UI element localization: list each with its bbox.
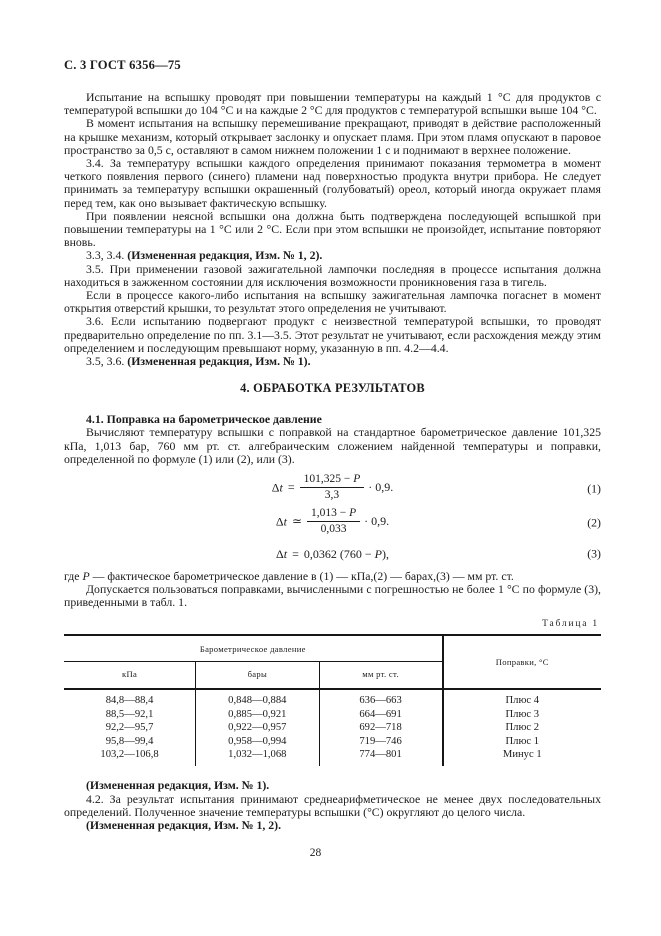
formula-2 <box>64 508 601 537</box>
paragraph-3-6: 3.6. Если испытанию подвергают продукт с неизвестной температурой вспышки, то проводят предварительно определение по пп. 3.1—3.5. Этот результат не учитывают, если расхождения между этим определением и последующим превышают норму, указанную в пп. 4.2—4.4. <box>64 314 601 355</box>
amendment-ref-numbers: 3.5, 3.6. <box>86 354 128 369</box>
table-cell: 636—663 <box>319 689 443 707</box>
fraction <box>307 507 360 536</box>
formula-factor: · 0,9. <box>364 514 390 529</box>
section-3-body <box>64 91 601 368</box>
table-caption: Таблица 1 <box>542 619 599 630</box>
delta-symbol: Δ <box>271 480 280 495</box>
paragraph-3-4: 3.4. За температуру вспышки каждого определения принимают показания термометра в момент четкого появления первого (синего) пламени над поверхностью продукта внутри прибора. Не следует принимать за температуру вспышки окрашенный (голубоватый) ореол, который иногда окружает пламя перед тем, как оно вызывает фактическую вспышку. <box>64 156 601 210</box>
table-cell: 0,885—0,921 <box>196 708 320 721</box>
formula-2-expression <box>276 508 389 537</box>
formula-factor: · 0,9. <box>368 480 394 495</box>
column-header-corrections: Поправки, °С <box>443 635 601 689</box>
where-definition: — фактическое барометрическое давление в (1) — кПа,(2) — барах,(3) — мм рт. ст. <box>89 568 514 583</box>
column-header-kpa: кПа <box>64 662 196 690</box>
table-row <box>64 735 601 748</box>
formula-1-expression <box>272 474 394 503</box>
table-cell: 774—801 <box>319 748 443 766</box>
table-cell: 692—718 <box>319 721 443 734</box>
amendment-note-bold: (Измененная редакция, Изм. № 1). <box>86 778 270 793</box>
section-4-heading: 4. ОБРАБОТКА РЕЗУЛЬТАТОВ <box>240 381 425 396</box>
table-cell: Плюс 1 <box>505 735 540 747</box>
variable-p: P <box>374 546 382 561</box>
page-header: С. 3 ГОСТ 6356—75 <box>64 58 181 72</box>
table-cell: 0,922—0,957 <box>196 721 320 734</box>
table-row <box>64 721 601 734</box>
formula-3-expression <box>276 547 389 562</box>
formula-rhs-close: ), <box>381 546 389 561</box>
page-number: 28 <box>309 847 322 859</box>
paragraph-flash-test-step: Испытание на вспышку проводят при повышении температуры на каждый 1 °С для продуктов с температурой вспышки до 104 °С и на каждые 2 °С для продуктов с температурой вспышки выше 104 °С. <box>64 90 601 118</box>
table-row <box>64 689 601 707</box>
equals-sign: = <box>287 480 295 495</box>
paragraph-lamp-extinguish: Если в процессе какого-либо испытания на вспышку зажигательная лампочка погаснет в момент открытия отверстий крышки, то результат этого определения не учитывают. <box>64 288 601 316</box>
delta-symbol: Δ <box>276 546 284 561</box>
paragraph-4-2: 4.2. За результат испытания принимают среднеарифметическое не менее двух последовательных определений. Полученное значение температуры вспышки (°С) округляют до целого числа. <box>64 791 601 819</box>
table-cell: 664—691 <box>319 708 443 721</box>
numerator-text: 1,013 − <box>310 507 350 520</box>
formula-rhs: 0,0362 (760 − <box>303 546 375 561</box>
table-row <box>64 748 601 766</box>
amendment-note-bold: (Измененная редакция, Изм. № 1). <box>127 354 311 369</box>
approx-sign: ≃ <box>291 514 302 529</box>
corrections-table <box>64 634 601 766</box>
amendment-ref-numbers: 3.3, 3.4. <box>86 248 128 263</box>
fraction-numerator <box>300 473 365 487</box>
amendment-note-table <box>64 779 601 792</box>
table-cell: Плюс 4 <box>505 695 540 707</box>
table-cell: 88,5—92,1 <box>64 708 196 721</box>
amendment-note-4-2 <box>64 819 601 832</box>
column-header-bar: бары <box>196 662 320 690</box>
table-cell: Плюс 3 <box>505 708 540 720</box>
formula-2-number: (2) <box>587 515 601 530</box>
paragraph-4-1-intro: Вычисляют температуру вспышки с поправкой на стандартное барометрическое давление 101,325 кПа, 1,013 бар, 760 мм рт. ст. алгебраическим сложением найденной температуры и поправки, определенной по формуле (1) или (2), или (3). <box>64 425 601 466</box>
delta-symbol: Δ <box>275 514 284 529</box>
paragraph-allowed-corrections: Допускается пользоваться поправками, вычисленными с погрешностью не более 1 °С по формуле (3), приведенными в табл. 1. <box>64 582 601 610</box>
after-table-text <box>64 779 601 832</box>
table-cell: 0,958—0,994 <box>196 735 320 748</box>
fraction-denominator: 3,3 <box>300 487 365 502</box>
formula-1 <box>64 474 601 503</box>
fraction-denominator: 0,033 <box>307 521 360 536</box>
table-cell: 719—746 <box>319 735 443 748</box>
table-cell: 92,2—95,7 <box>64 721 196 734</box>
formula-3 <box>64 546 601 562</box>
table-body <box>64 689 601 766</box>
paragraph-3-5: 3.5. При применении газовой зажигательной лампочки последняя в процессе испытания должна находиться в зажженном состоянии для исключения возможности проникновения газа в тигель. <box>64 261 601 289</box>
table-cell: 1,032—1,068 <box>196 748 320 766</box>
amendment-note-bold: (Измененная редакция, Изм. № 1, 2). <box>127 248 323 263</box>
table-head <box>64 635 601 689</box>
column-header-mmhg: мм рт. ст. <box>319 662 443 690</box>
paragraph-amendment-3-3-3-4 <box>64 249 601 262</box>
table-cell: Минус 1 <box>502 749 542 761</box>
amendment-note-bold: (Измененная редакция, Изм. № 1, 2). <box>86 818 282 833</box>
table-group-header-row <box>64 635 601 662</box>
variable-p: P <box>353 473 361 486</box>
section-4-body <box>64 413 601 466</box>
table-cell: 0,848—0,884 <box>196 689 320 707</box>
formula-1-number: (1) <box>587 481 601 496</box>
variable-p: P <box>82 568 90 583</box>
formula-3-number: (3) <box>587 546 601 561</box>
table-cell: 103,2—106,8 <box>64 748 196 766</box>
paragraph-unclear-flash: При появлении неясной вспышки она должна быть подтверждена последующей вспышкой при повышении температуры на 1 °С или 2 °С. Если при этом вспышки не произойдет, испытание повторяют вновь. <box>64 208 601 250</box>
table-cell: 84,8—88,4 <box>64 689 196 707</box>
fraction-numerator <box>307 507 360 521</box>
variable-t: t <box>283 546 288 561</box>
where-word: где <box>64 568 83 583</box>
table-cell: 95,8—99,4 <box>64 735 196 748</box>
variable-p: P <box>349 507 357 520</box>
group-header-pressure: Барометрическое давление <box>64 635 443 662</box>
paragraph-amendment-3-5-3-6 <box>64 355 601 368</box>
numerator-text: 101,325 − <box>303 473 354 486</box>
table-cell: Плюс 2 <box>505 722 540 734</box>
table-row <box>64 708 601 721</box>
paragraph-mechanism: В момент испытания на вспышку перемешивание прекращают, приводят в действие расположенный на крышке механизм, который открывает заслонку и опускает пламя. При этом пламя опускают в паровое пространство за 0,5 с, оставляют в самом нижнем положении 1 с и поднимают в верхнее положение. <box>64 116 601 157</box>
subsection-4-1-heading: 4.1. Поправка на барометрическое давление <box>86 412 322 427</box>
equals-sign: = <box>292 546 299 561</box>
variable-t: t <box>279 480 283 495</box>
fraction <box>300 473 365 502</box>
variable-t: t <box>283 514 287 529</box>
formula-notes <box>64 570 601 610</box>
